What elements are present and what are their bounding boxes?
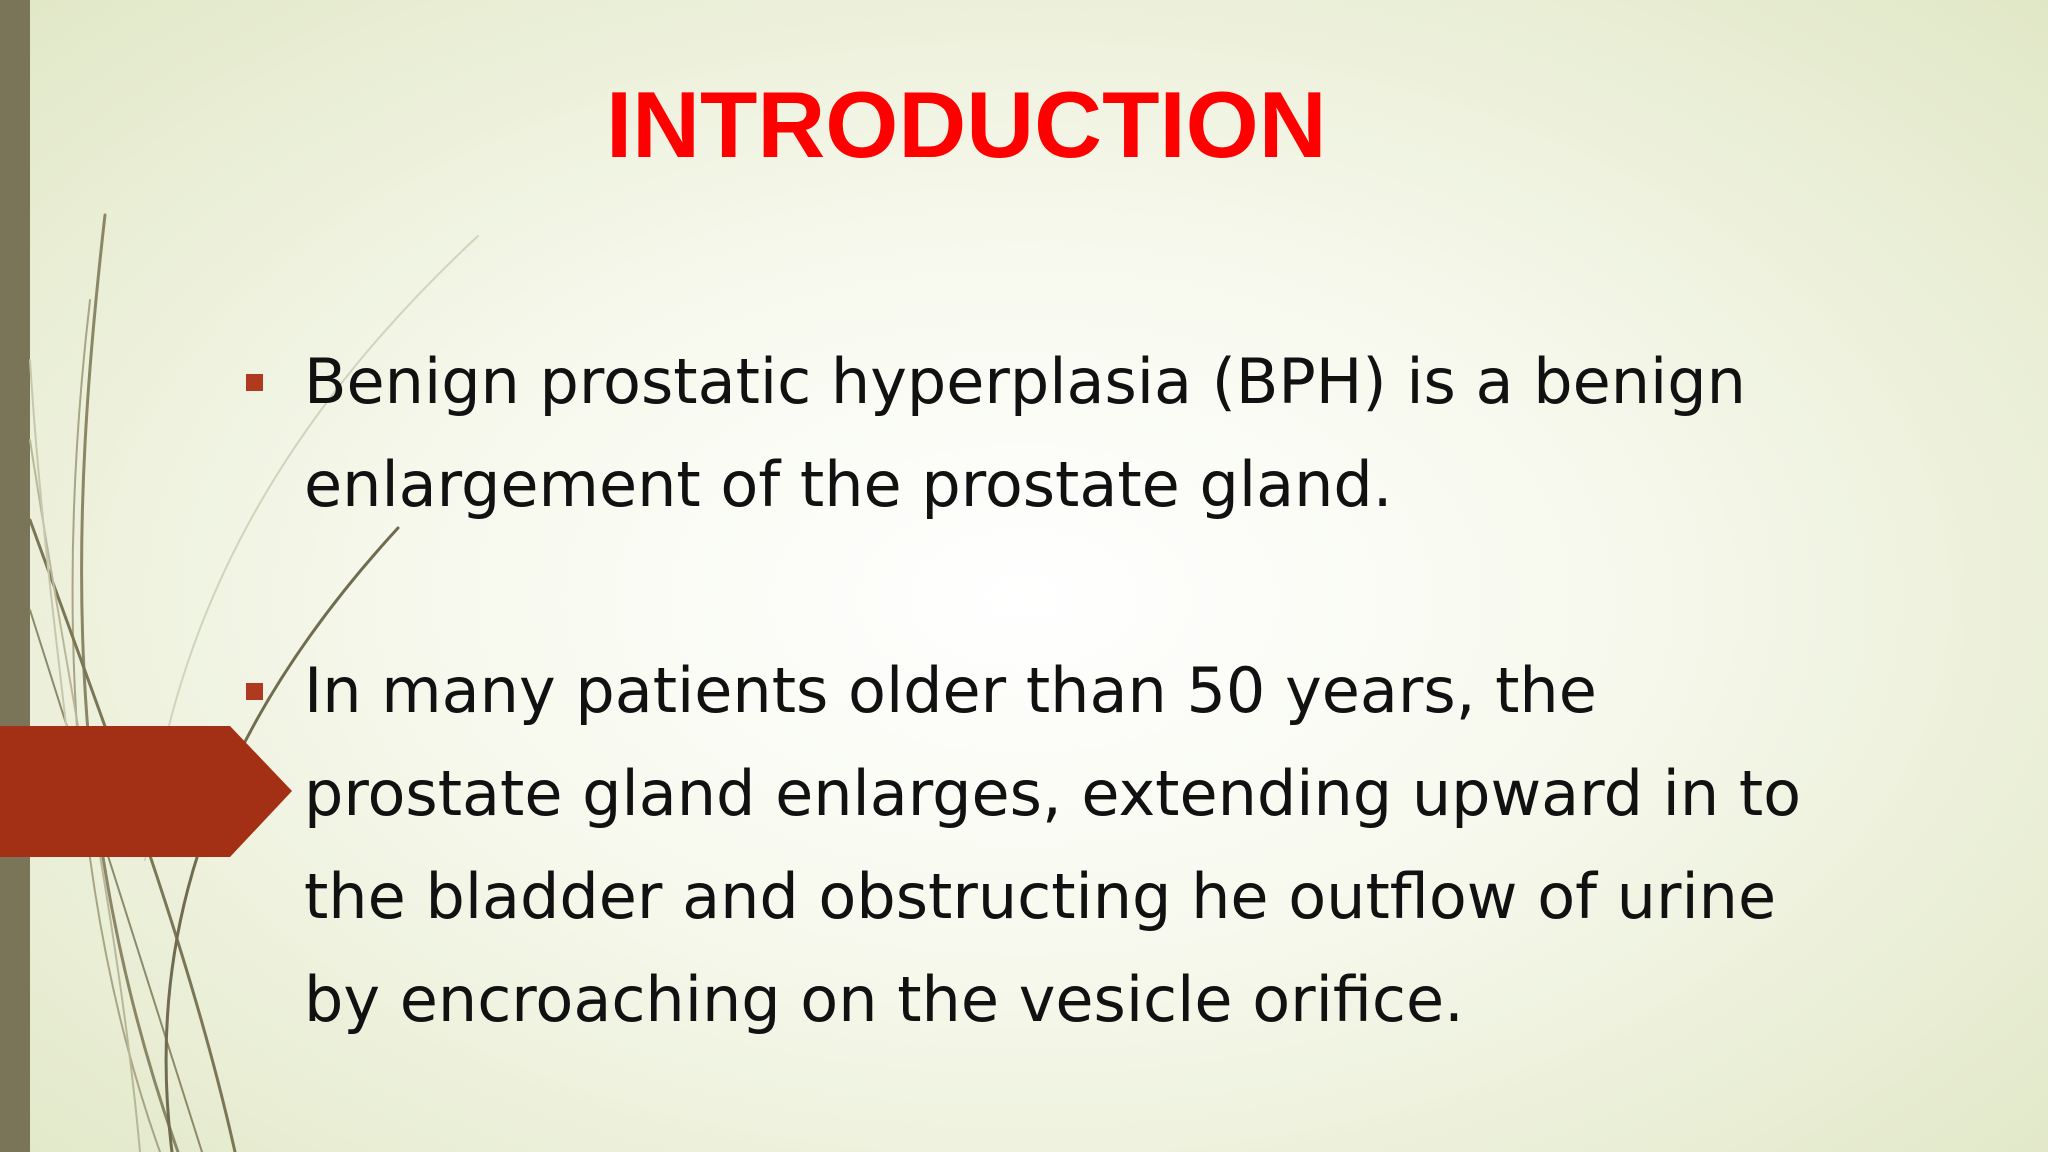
bullet-item-2 — [246, 639, 1806, 1051]
slide-title: INTRODUCTION — [606, 72, 1327, 177]
bullet-item-1 — [246, 330, 1806, 536]
bullet-text-2: In many patients older than 50 years, the prostate gland enlarges, extending upward in to the bladder and obstructing he outflow of urine by encroaching on the vesicle orifice. — [304, 654, 1802, 1036]
square-bullet-icon — [246, 683, 263, 700]
bullet-list — [246, 330, 1806, 1051]
square-bullet-icon — [246, 374, 263, 391]
bullet-text-1: Benign prostatic hyperplasia (BPH) is a benign enlargement of the prostate gland. — [304, 345, 1746, 521]
